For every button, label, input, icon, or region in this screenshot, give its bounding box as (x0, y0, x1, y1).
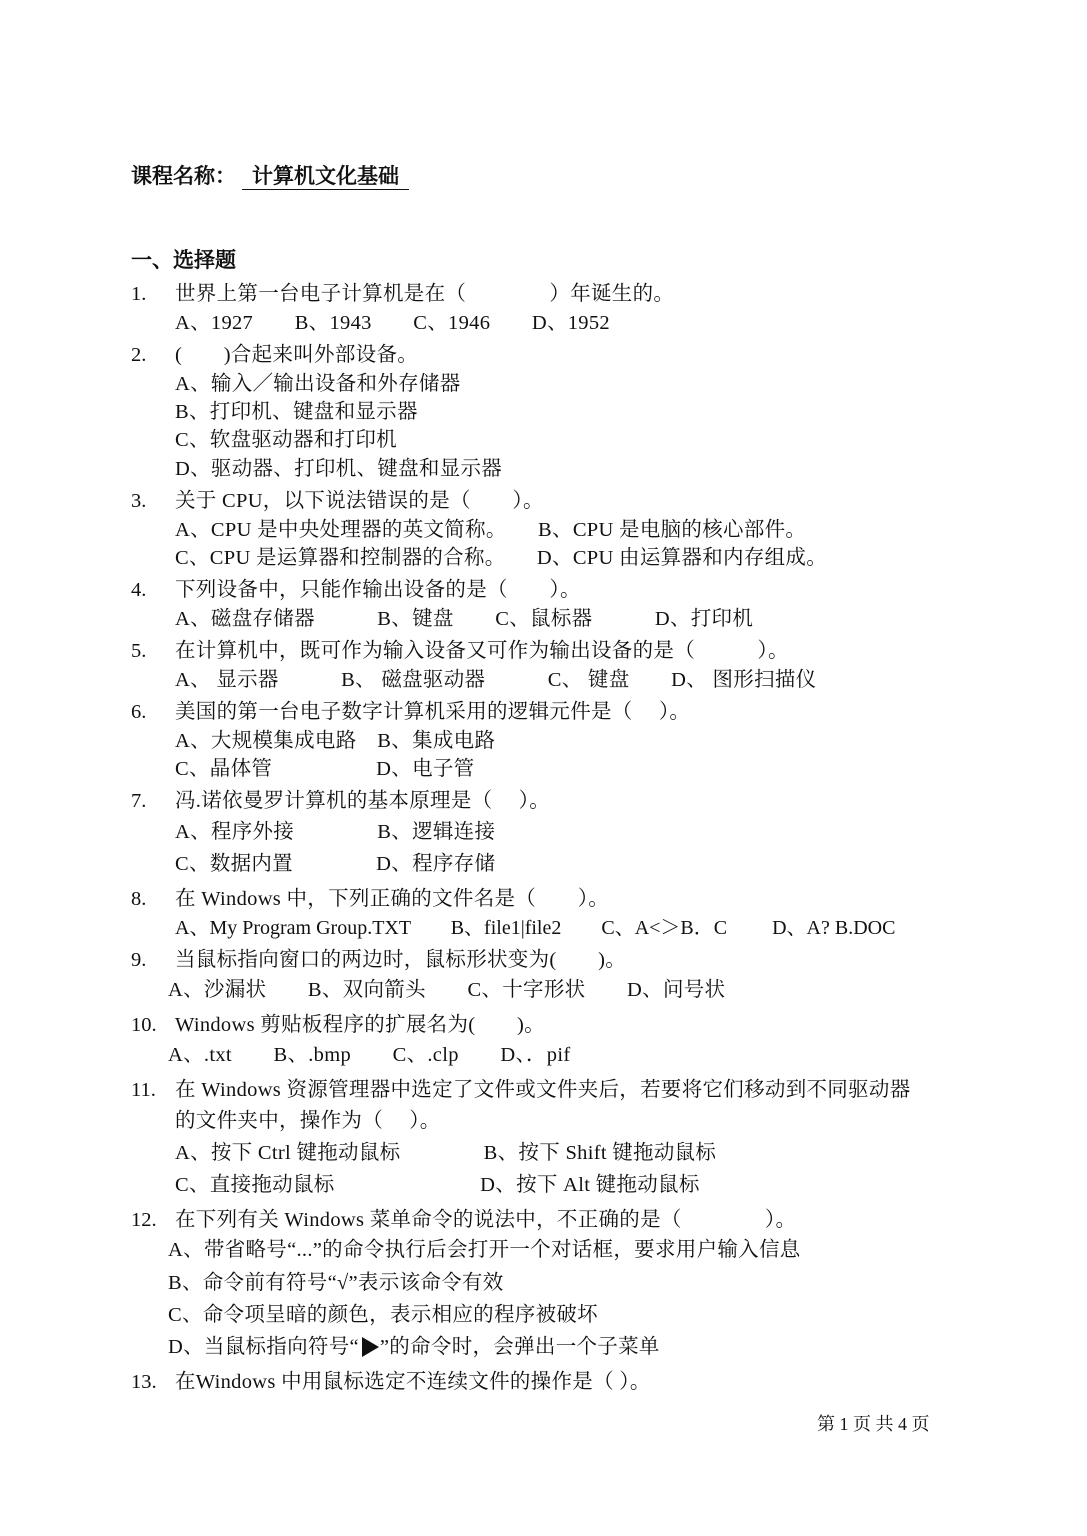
question-text: 的文件夹中，操作为（ ）。 (175, 1110, 441, 1132)
section-title: 一、选择题 (131, 248, 236, 272)
option-line: A、按下 Ctrl 键拖动鼠标 B、按下 Shift 键拖动鼠标 (175, 1142, 717, 1164)
option-line: C、直接拖动鼠标 D、按下 Alt 键拖动鼠标 (175, 1174, 700, 1196)
option-line: A、 显示器 B、 磁盘驱动器 C、 键盘 D、 图形扫描仪 (175, 669, 817, 691)
question-number: 1. (131, 283, 147, 305)
question-number: 6. (131, 701, 147, 723)
option-text: D、当鼠标指向符号“ (168, 1336, 359, 1358)
question-text: 关于 CPU，以下说法错误的是（ ）。 (175, 490, 544, 512)
option-line: A、.txt B、.bmp C、.clp D、．pif (168, 1044, 571, 1066)
question-number: 9. (131, 949, 147, 971)
submenu-arrow-icon (362, 1337, 379, 1357)
option-line: C、软盘驱动器和打印机 (175, 429, 397, 451)
option-line: A、1927 B、1943 C、1946 D、1952 (175, 312, 610, 334)
question-number: 4. (131, 579, 147, 601)
option-line: C、数据内置 D、程序存储 (175, 853, 496, 875)
question-text: 冯.诺依曼罗计算机的基本原理是（ ）。 (175, 790, 550, 812)
option-line: A、My Program Group.TXT B、file1|file2 C、A<＞B．C D、A? B.DOC (175, 917, 896, 939)
question-text: 当鼠标指向窗口的两边时，鼠标形状变为( )。 (175, 949, 627, 971)
course-name: 计算机文化基础 (242, 163, 409, 190)
option-line: A、程序外接 B、逻辑连接 (175, 821, 496, 843)
question-text: 在计算机中，既可作为输入设备又可作为输出设备的是（ ）。 (175, 640, 789, 662)
question-number: 10. (131, 1014, 157, 1036)
option-line: C、CPU 是运算器和控制器的合称。 D、CPU 由运算器和内存组成。 (175, 547, 828, 569)
question-number: 7. (131, 790, 147, 812)
question-number: 12. (131, 1209, 157, 1231)
page-footer: 第 1 页 共 4 页 (817, 1414, 930, 1434)
question-text: 在Windows 中用鼠标选定不连续文件的操作是（ ）。 (175, 1371, 651, 1393)
question-number: 2. (131, 344, 147, 366)
option-text-suffix: ”的命令时，会弹出一个子菜单 (379, 1336, 660, 1358)
option-line: B、打印机、键盘和显示器 (175, 401, 418, 423)
option-line: A、沙漏状 B、双向箭头 C、十字形状 D、问号状 (168, 979, 726, 1001)
option-line: A、输入／输出设备和外存储器 (175, 373, 461, 395)
question-number: 13. (131, 1371, 157, 1393)
question-number: 5. (131, 640, 147, 662)
option-line: A、带省略号“...”的命令执行后会打开一个对话框，要求用户输入信息 (168, 1239, 801, 1261)
option-line: A、大规模集成电路 B、集成电路 (175, 730, 496, 752)
question-text: 下列设备中，只能作输出设备的是（ ）。 (175, 579, 581, 601)
question-text: Windows 剪贴板程序的扩展名为( )。 (175, 1014, 545, 1036)
question-text: 美国的第一台电子数字计算机采用的逻辑元件是（ ）。 (175, 701, 691, 723)
question-text: 在 Windows 资源管理器中选定了文件或文件夹后，若要将它们移动到不同驱动器 (175, 1079, 911, 1101)
option-line: A、CPU 是中央处理器的英文简称。 B、CPU 是电脑的核心部件。 (175, 519, 807, 541)
option-line: B、命令前有符号“√”表示该命令有效 (168, 1272, 504, 1294)
question-text: 世界上第一台电子计算机是在（ ）年诞生的。 (175, 283, 675, 305)
option-line: C、命令项呈暗的颜色，表示相应的程序被破坏 (168, 1304, 598, 1326)
question-number: 11. (131, 1079, 156, 1101)
option-line (168, 1335, 660, 1359)
question-text: 在下列有关 Windows 菜单命令的说法中，不正确的是（ ）。 (175, 1209, 797, 1231)
question-text: 在 Windows 中，下列正确的文件名是（ ）。 (175, 888, 610, 910)
option-line: A、磁盘存储器 B、键盘 C、鼠标器 D、打印机 (175, 608, 754, 630)
option-line: D、驱动器、打印机、键盘和显示器 (175, 458, 503, 480)
option-line: C、晶体管 D、电子管 (175, 758, 475, 780)
question-number: 8. (131, 888, 147, 910)
question-text: ( )合起来叫外部设备。 (175, 344, 419, 366)
question-number: 3. (131, 490, 147, 512)
course-label: 课程名称： (131, 164, 236, 188)
course-header (131, 160, 409, 190)
